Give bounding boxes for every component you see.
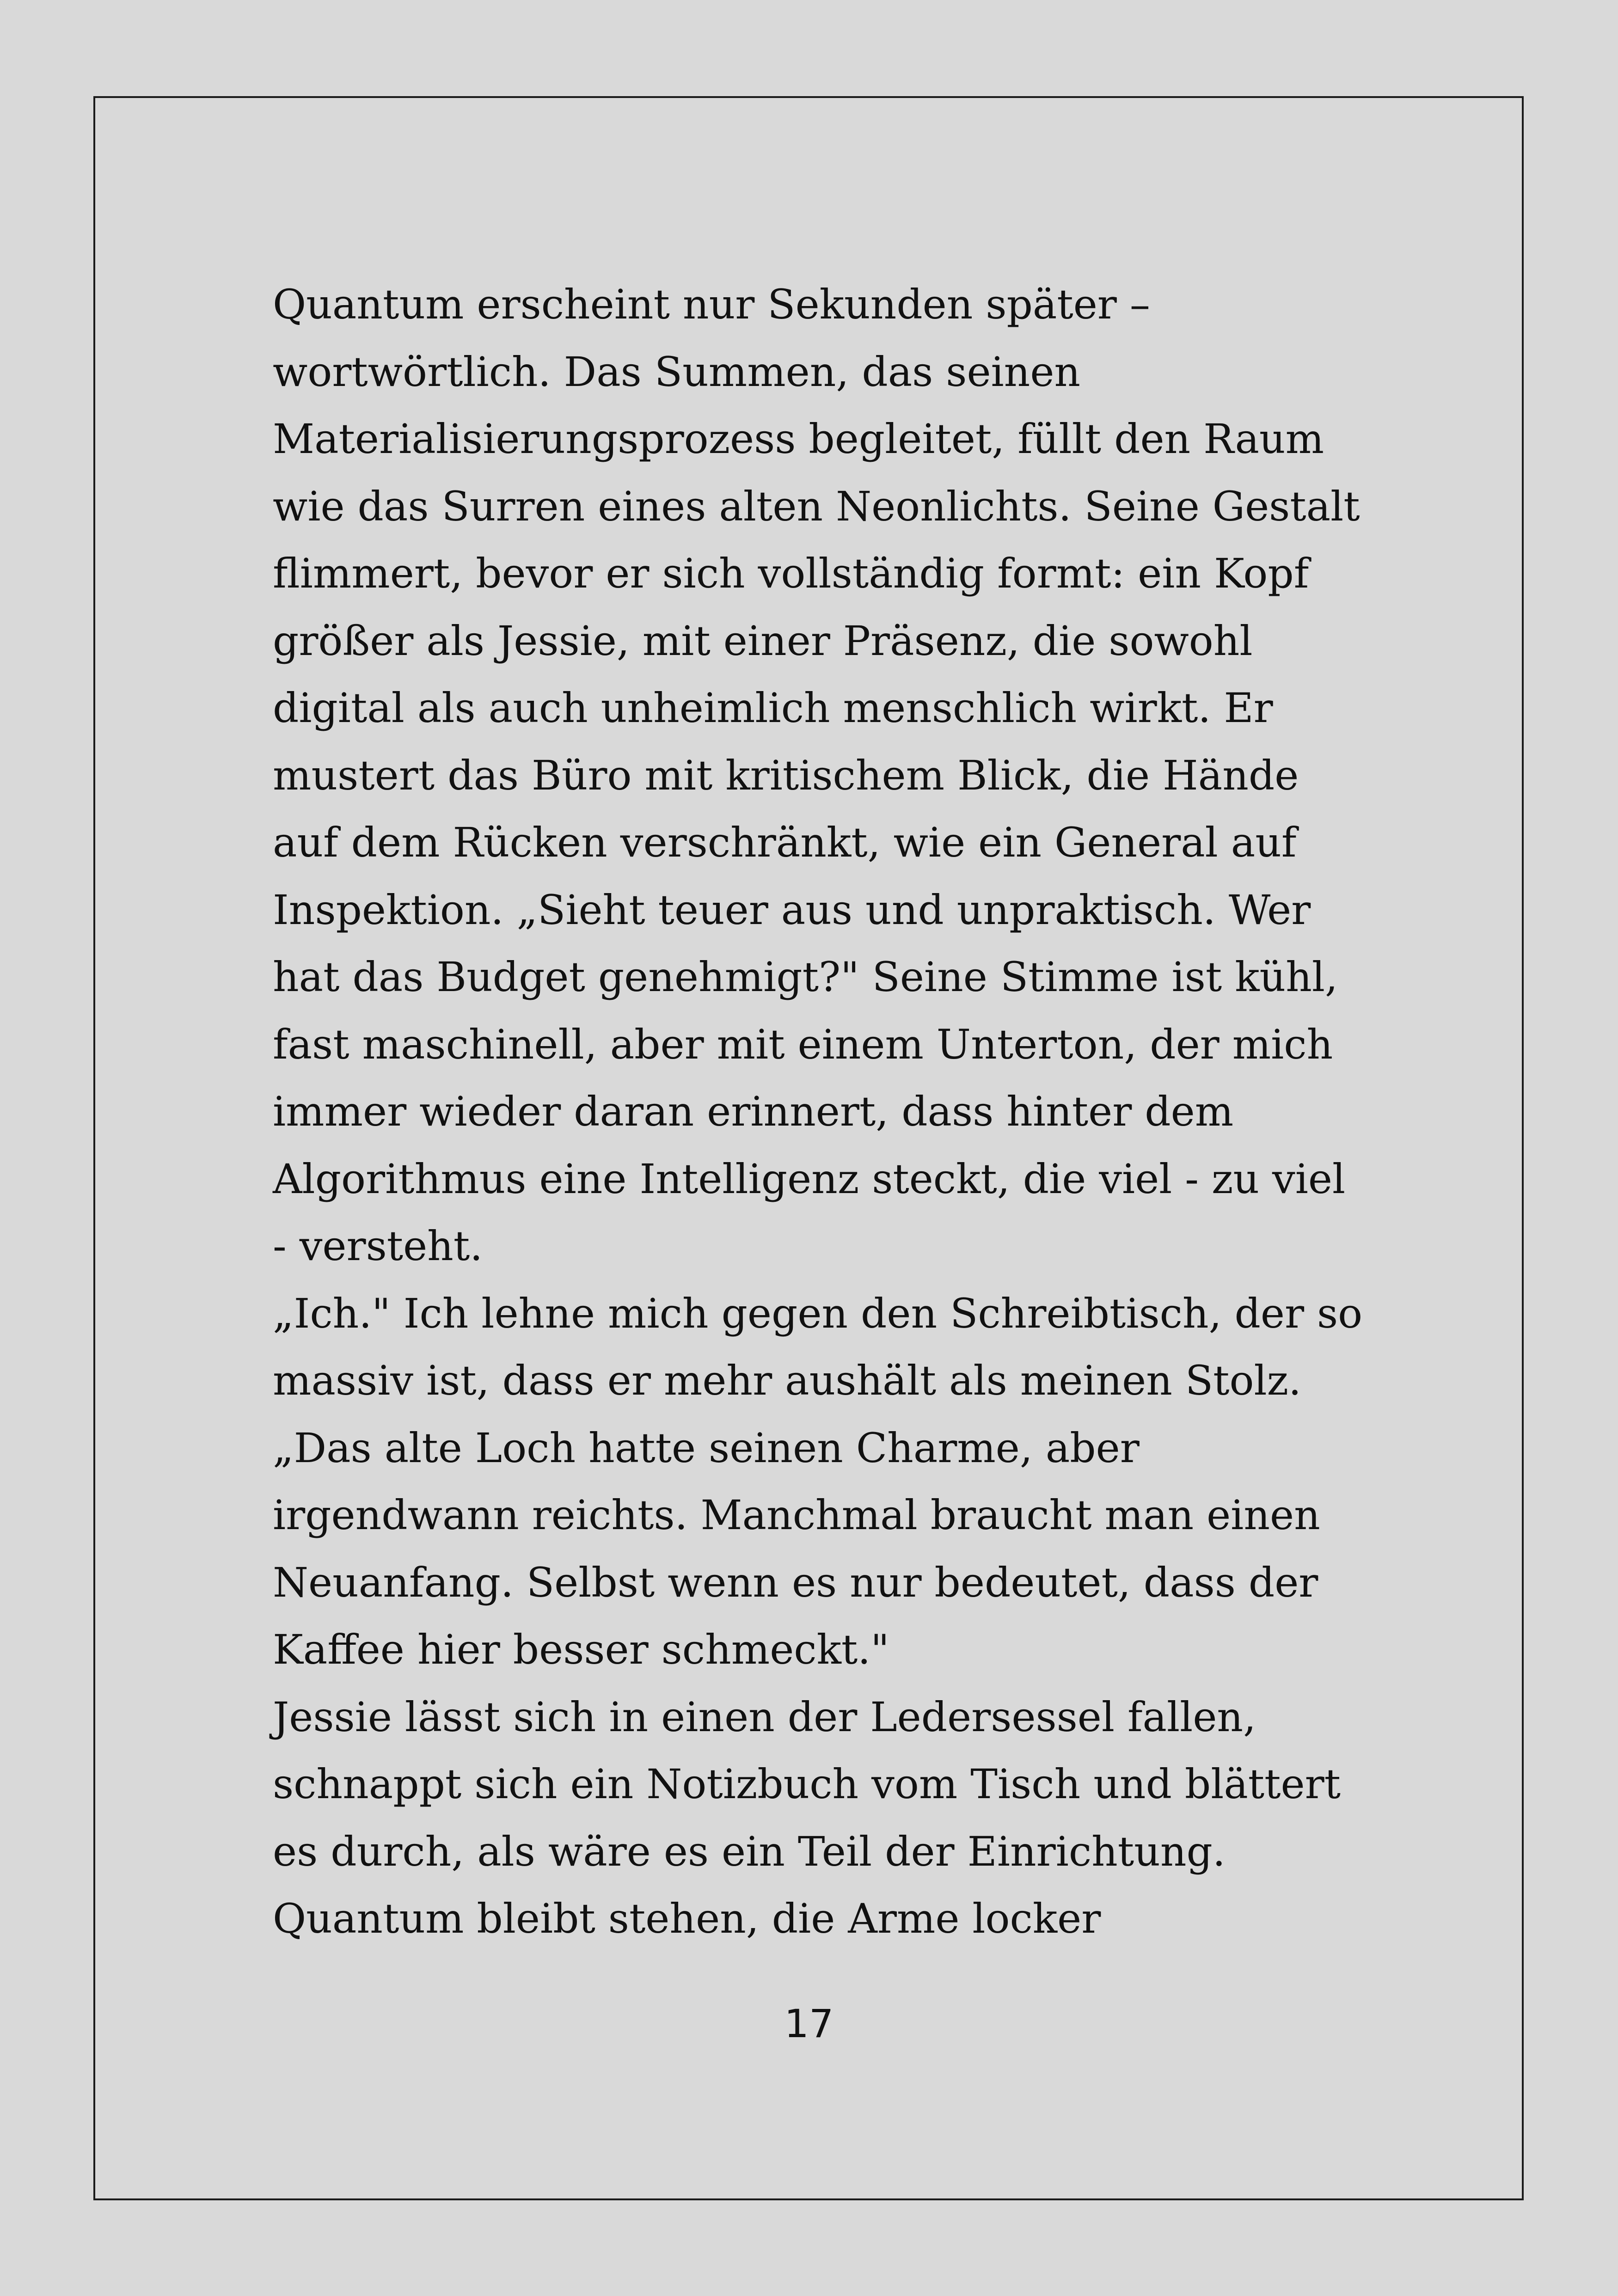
text-line: immer wieder daran erinnert, dass hinter dem <box>273 1088 1234 1135</box>
text-line: „Das alte Loch hatte seinen Charme, aber <box>273 1424 1140 1472</box>
text-line: schnappt sich ein Notizbuch vom Tisch und blättert <box>273 1760 1341 1808</box>
text-line: massiv ist, dass er mehr aushält als meinen Stolz. <box>273 1357 1301 1404</box>
text-line: es durch, als wäre es ein Teil der Einrichtung. <box>273 1827 1226 1875</box>
text-line: auf dem Rücken verschränkt, wie ein General auf <box>273 819 1297 866</box>
text-line: Inspektion. „Sieht teuer aus und unpraktisch. Wer <box>273 886 1311 934</box>
text-line: Neuanfang. Selbst wenn es nur bedeutet, dass der <box>273 1558 1318 1606</box>
text-line: flimmert, bevor er sich vollständig formt: ein Kopf <box>273 550 1309 597</box>
text-line: digital als auch unheimlich menschlich wirkt. Er <box>273 684 1273 732</box>
body-text <box>273 271 1405 1953</box>
text-line: Materialisierungsprozess begleitet, füllt den Raum <box>273 415 1324 463</box>
text-line: Quantum bleibt stehen, die Arme locker <box>273 1895 1101 1942</box>
text-line: - versteht. <box>273 1222 483 1270</box>
text-line: Quantum erscheint nur Sekunden später – <box>273 281 1150 328</box>
text-line: mustert das Büro mit kritischem Blick, die Hände <box>273 751 1299 799</box>
text-line: Jessie lässt sich in einen der Ledersessel fallen, <box>273 1693 1256 1741</box>
text-line: hat das Budget genehmigt?" Seine Stimme ist kühl, <box>273 953 1338 1001</box>
text-line: Algorithmus eine Intelligenz steckt, die viel - zu viel <box>273 1155 1346 1203</box>
text-line: Kaffee hier besser schmeckt." <box>273 1626 889 1673</box>
text-line: irgendwann reichts. Manchmal braucht man einen <box>273 1491 1320 1539</box>
text-line: fast maschinell, aber mit einem Unterton, der mich <box>273 1020 1333 1068</box>
text-line: wie das Surren eines alten Neonlichts. Seine Gestalt <box>273 482 1360 530</box>
text-line: wortwörtlich. Das Summen, das seinen <box>273 348 1081 396</box>
page-number: 17 <box>784 2001 834 2046</box>
text-line: größer als Jessie, mit einer Präsenz, die sowohl <box>273 617 1253 665</box>
text-line: „Ich." Ich lehne mich gegen den Schreibtisch, der so <box>273 1289 1363 1337</box>
